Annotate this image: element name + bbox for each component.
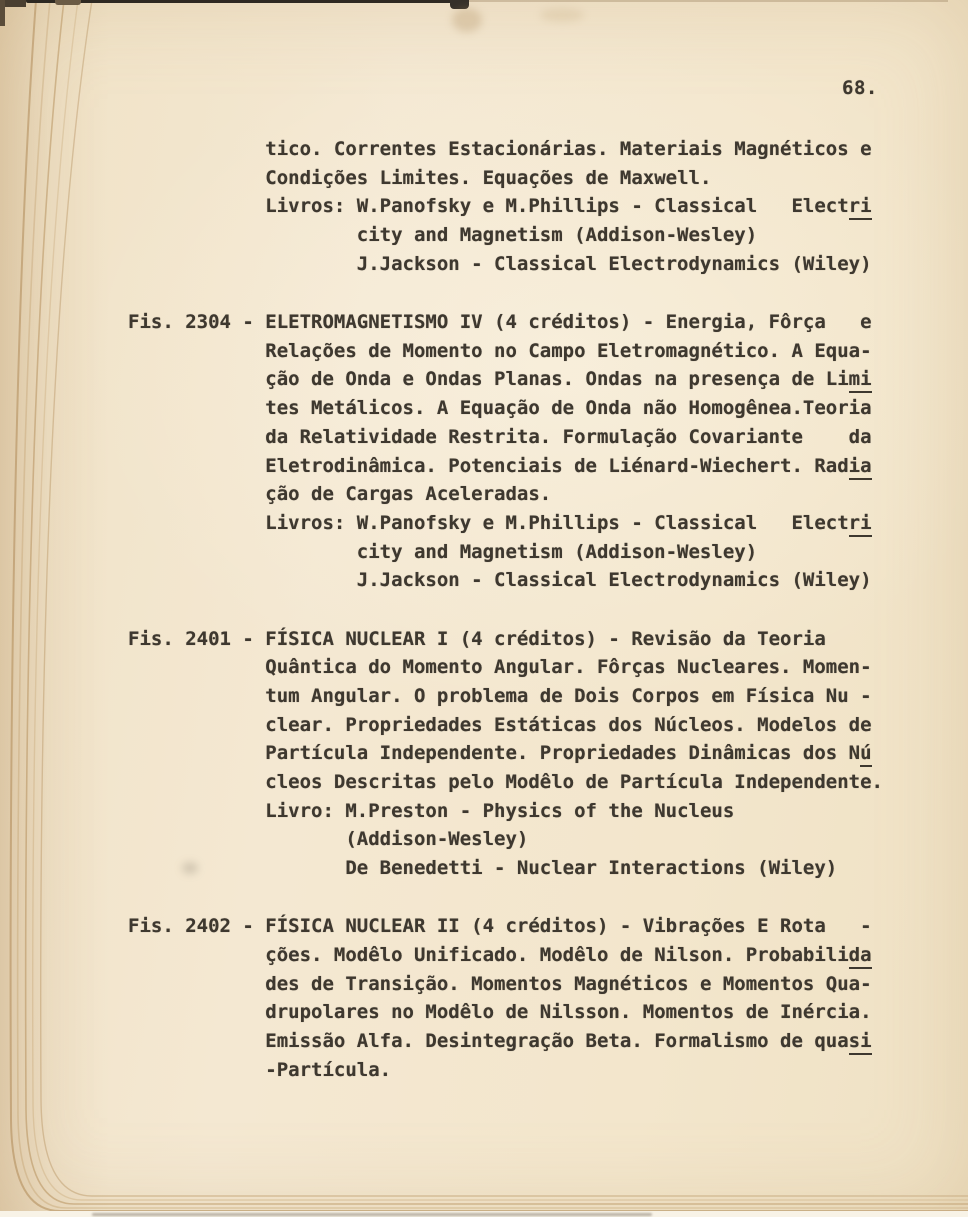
text-line (265, 682, 918, 711)
course-description (265, 912, 918, 1084)
text-line (265, 566, 918, 595)
scan-artifact-corner-mark (55, 0, 81, 5)
text-line (265, 365, 918, 394)
text-segment: Emissão Alfa. Desintegração Beta. Formalismo de qua (265, 1030, 849, 1053)
course-section (128, 308, 918, 595)
text-line (265, 538, 918, 567)
text-segment: clear. Propriedades Estáticas dos Núcleos. Modelos de (265, 713, 872, 736)
text-segment: tico. Correntes Estacionárias. Materiais Magnéticos e (265, 138, 872, 160)
course-listing (128, 135, 918, 1114)
text-segment: city and Magnetism (Addison-Wesley) (356, 224, 758, 247)
text-line (265, 250, 918, 279)
text-segment: Livros: W.Panofsky e M.Phillips - Classical Elect (265, 511, 849, 534)
underlined-syllable: ri (849, 195, 872, 220)
underlined-syllable: da (849, 944, 872, 969)
text-line (265, 625, 918, 654)
text-segment: J.Jackson - Classical Electrodynamics (Wiley) (356, 252, 872, 275)
text-segment: ção de Onda e Ondas Planas. Ondas na presença de Li (265, 368, 849, 391)
text-segment: tes Metálicos. A Equação de Onda não Homogênea.Teoria (265, 397, 872, 420)
text-segment: ELETROMAGNETISMO IV (4 créditos) - Energia, Fôrça e (265, 311, 872, 334)
text-segment: Condições Limites. Equações de Maxwell. (265, 166, 712, 189)
text-line (265, 480, 918, 509)
text-line (265, 135, 918, 164)
text-line (265, 164, 918, 193)
course-description (265, 308, 918, 595)
text-segment: Quântica do Momento Angular. Fôrças Nucleares. Momen- (265, 656, 872, 679)
course-code: Fis. 2401 - (128, 627, 254, 650)
page-number: 68. (842, 77, 878, 99)
underlined-syllable: ú (860, 742, 871, 767)
text-segment: des de Transição. Momentos Magnéticos e Momentos Qua- (265, 972, 872, 995)
text-line (265, 394, 918, 423)
gutter-shadow (0, 0, 110, 1217)
text-line (265, 998, 918, 1027)
course-code: Fis. 2402 - (128, 915, 254, 938)
text-segment: Livro: M.Preston - Physics of the Nucleus (265, 799, 735, 822)
scan-artifact-bottom-smear (92, 1213, 652, 1216)
text-segment: (Addison-Wesley) (345, 828, 529, 851)
text-line (265, 912, 918, 941)
underlined-syllable: ri (849, 512, 872, 537)
text-segment: city and Magnetism (Addison-Wesley) (356, 540, 758, 563)
text-line (265, 854, 918, 883)
text-segment: Relações de Momento no Campo Eletromagnético. A Equa- (265, 339, 872, 362)
text-line (265, 423, 918, 452)
text-line (265, 653, 918, 682)
course-section (128, 625, 918, 883)
text-segment: De Benedetti - Nuclear Interactions (Wiley) (345, 857, 838, 880)
text-line (265, 825, 918, 854)
underlined-syllable: ia (849, 455, 872, 480)
underlined-syllable: si (849, 1030, 872, 1055)
course-code (128, 135, 265, 279)
course-section (128, 135, 918, 279)
text-segment: Partícula Independente. Propriedades Dinâmicas dos N (265, 742, 861, 765)
text-segment: da Relatividade Restrita. Formulação Covariante da (265, 425, 872, 448)
text-segment: ção de Cargas Aceleradas. (265, 483, 552, 506)
text-segment: -Partícula. (265, 1058, 392, 1081)
text-line (265, 941, 918, 970)
text-line (265, 711, 918, 740)
text-line (265, 337, 918, 366)
text-line (265, 739, 918, 768)
text-segment: drupolares no Modêlo de Nilsson. Momentos de Inércia. (265, 1001, 872, 1024)
text-segment: tum Angular. O problema de Dois Corpos em Física Nu - (265, 684, 872, 707)
text-line (265, 509, 918, 538)
text-line (265, 192, 918, 221)
text-line (265, 1056, 918, 1085)
text-segment: FÍSICA NUCLEAR I (4 créditos) - Revisão da Teoria (265, 627, 826, 650)
text-line (265, 1027, 918, 1056)
course-description (265, 135, 918, 279)
text-line (265, 308, 918, 337)
scan-artifact-corner-mark (0, 0, 5, 26)
course-code: Fis. 2304 - (128, 311, 254, 334)
course-section (128, 912, 918, 1084)
course-description (265, 625, 918, 883)
text-segment: Eletrodinâmica. Potenciais de Liénard-Wiechert. Rad (265, 454, 849, 477)
underlined-syllable: mi (849, 368, 872, 393)
text-line (265, 768, 918, 797)
text-segment: cleos Descritas pelo Modêlo de Partícula Independente. (265, 771, 883, 794)
scan-artifact-top-line-faint (468, 0, 948, 2)
text-segment: FÍSICA NUCLEAR II (4 créditos) - Vibrações E Rota - (265, 915, 872, 938)
text-segment: ções. Modêlo Unificado. Modêlo de Nilson. Probabili (265, 944, 849, 967)
scan-artifact-top-line (26, 0, 462, 3)
text-line (265, 797, 918, 826)
text-line (265, 221, 918, 250)
scan-artifact-notch (450, 0, 469, 9)
text-segment: J.Jackson - Classical Electrodynamics (Wiley) (356, 569, 872, 592)
text-segment: Livros: W.Panofsky e M.Phillips - Classical Elect (265, 195, 849, 218)
text-line (265, 452, 918, 481)
text-line (265, 970, 918, 999)
